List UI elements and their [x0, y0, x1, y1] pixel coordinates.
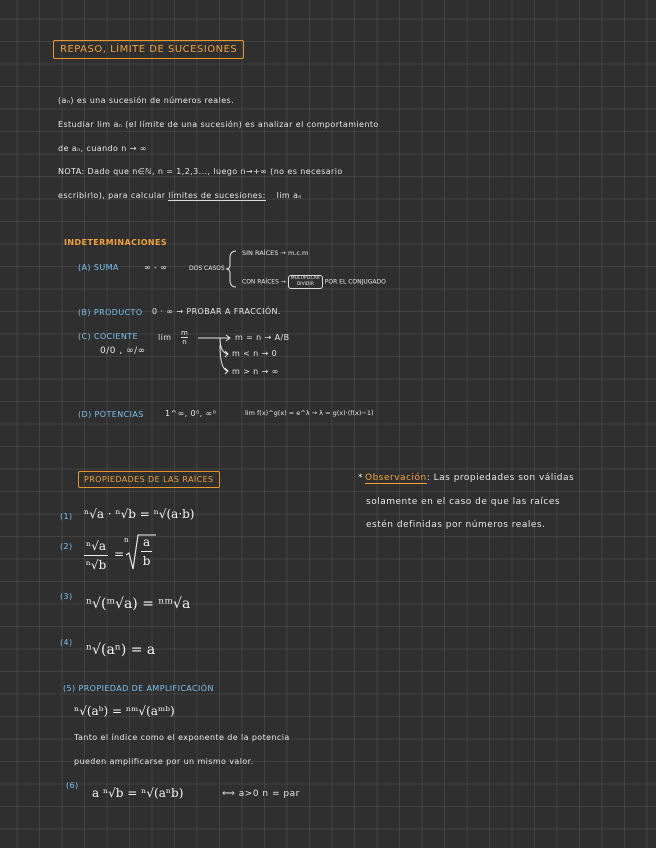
ind-d-rule: lim f(x)^g(x) = e^λ → λ = g(x)·(f(x)−1) [245, 409, 374, 417]
ind-c-lim: lim [158, 333, 172, 342]
raices-p2-rhs-num: a [141, 533, 152, 552]
ind-c-label: (C) COCIENTE [78, 332, 138, 341]
ind-a-case2-pre: CON RAÍCES → [242, 278, 286, 286]
ind-c-r1: m = n → A/B [235, 333, 290, 342]
observacion-line-1: * Observación: Las propiedades son válidas [358, 473, 575, 483]
raices-p2-rhs-den: b [142, 554, 151, 568]
intro-line-5c: lim aₙ [276, 191, 302, 200]
intro-line-1: (aₙ) es una sucesión de números reales. [58, 96, 235, 105]
ind-c-frac-num: m [181, 329, 188, 337]
ind-c-r2: m < n → 0 [232, 349, 278, 358]
ind-d-forms: 1^∞, 0⁰, ∞⁰ [165, 409, 217, 418]
ind-a-label: (A) SUMA [78, 263, 119, 272]
observacion-line-2: solamente en el caso de que las raíces [366, 497, 561, 507]
svg-text:n: n [124, 536, 129, 544]
raices-p2-equals: = [114, 547, 125, 561]
raices-p5-text1: Tanto el índice como el exponente de la potencia [74, 733, 290, 742]
intro-line-3: de aₙ, cuando n → ∞ [58, 144, 147, 153]
raices-p4-label: (4) [60, 638, 73, 647]
raices-p4: ⁿ√(aⁿ) = a [86, 642, 156, 658]
indeterminaciones-heading: INDETERMINACIONES [64, 238, 168, 247]
raices-p5-text2: pueden amplificarse por un mismo valor. [74, 757, 254, 766]
raices-p5-label: (5) PROPIEDAD DE AMPLIFICACIÓN [63, 684, 214, 693]
observacion-line-3: estén definidas por números reales. [366, 520, 546, 530]
raices-p2-label: (2) [60, 542, 73, 551]
intro-note: NOTA: Dado que n∈ℕ, n = 1,2,3..., luego n→+∞ (no es necesario [58, 167, 343, 176]
ind-a-case2-post: POR EL CONJUGADO [324, 278, 386, 286]
ind-c-r3: m > n → ∞ [232, 367, 279, 376]
ind-c-frac-den: n [182, 338, 187, 346]
raices-p2-lhs [84, 537, 108, 574]
ind-a-case2 [242, 275, 386, 289]
intro-line-5a: escribirlo), para calcular [58, 191, 166, 200]
ind-a-case2-box2: DIVIDIR [296, 282, 314, 287]
ind-a-case1: SIN RAÍCES → m.c.m [242, 249, 309, 257]
raices-p3-label: (3) [60, 592, 73, 601]
ind-a-expr: ∞ - ∞ [144, 263, 168, 272]
intro-line-5 [58, 191, 302, 200]
ind-a-case2-box1: MULTIPLICAR [290, 276, 320, 281]
raices-p6: a ⁿ√b = ⁿ√(aⁿb) [92, 786, 184, 800]
ind-a-cases: DOS CASOS [189, 265, 225, 272]
raices-p6-label: (6) [66, 781, 79, 790]
raices-p1-label: (1) [60, 512, 73, 521]
ind-a-brace-icon [226, 250, 238, 288]
raices-p2-rhs [141, 533, 152, 570]
observacion-label: Observación [365, 473, 427, 483]
intro-line-5b: límites de sucesiones: [168, 191, 266, 200]
ind-b-expr: 0 · ∞ → PROBAR A FRACCIÓN. [152, 307, 281, 316]
ind-b-label: (B) PRODUCTO [78, 308, 143, 317]
ind-d-label: (D) POTENCIAS [78, 410, 144, 419]
raices-p2-num: ⁿ√a [84, 537, 108, 556]
ind-c-arrows-icon [198, 333, 234, 378]
raices-p2-den: ⁿ√b [85, 558, 107, 572]
observacion-text-1: : Las propiedades son válidas [426, 473, 575, 483]
ind-c-frac [181, 329, 188, 347]
intro-line-2: Estudiar lim aₙ (el límite de una sucesión) es analizar el comportamiento [58, 120, 379, 129]
raices-p6-condition: ⟺ a>0 n = par [222, 789, 300, 799]
ind-c-forms: 0/0 , ∞/∞ [100, 346, 146, 356]
raices-p1: ⁿ√a · ⁿ√b = ⁿ√(a·b) [84, 507, 195, 521]
raices-heading: PROPIEDADES DE LAS RAÍCES [78, 471, 220, 488]
raices-p3: ⁿ√(ᵐ√a) = ⁿᵐ√a [86, 596, 191, 612]
raices-p5: ⁿ√(aᵇ) = ⁿᵐ√(aᵐᵇ) [74, 704, 175, 718]
page-title: REPASO, LÍMITE DE SUCESIONES [53, 40, 244, 59]
